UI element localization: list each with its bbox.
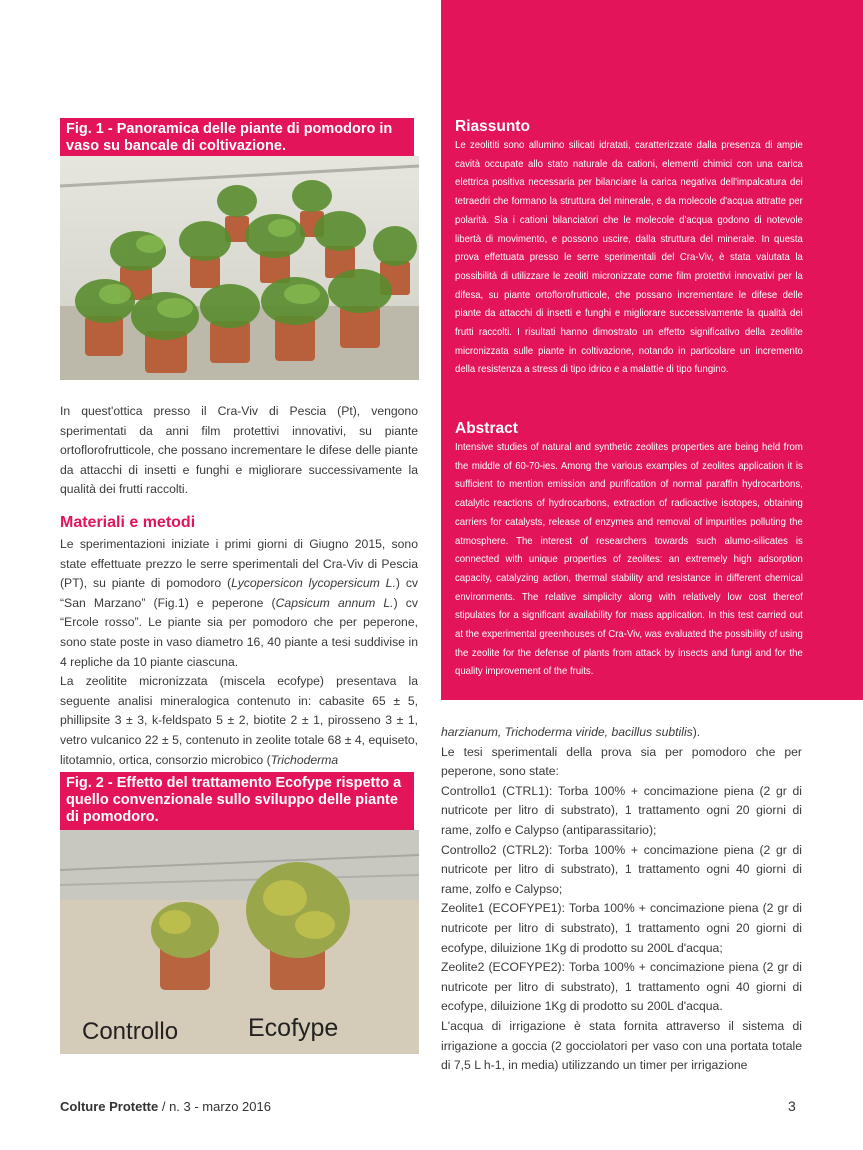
p1-latin-1: Lycopersicon lycopersicum L.	[231, 576, 396, 591]
abstract-block	[455, 420, 803, 682]
tesi-ctrl2: Controllo2 (CTRL2): Torba 100% + concimazione piena (2 gr di nutricote per litro di substrato), 1 trattamento ogni 40 giorni di rame, zolfo e Calypso;	[441, 842, 802, 896]
tesi-ctrl1: Controllo1 (CTRL1): Torba 100% + concimazione piena (2 gr di nutricote per litro di substrato), 1 trattamento ogni 20 giorni di rame, zolfo e Calypso (antiparassitario);	[441, 783, 802, 837]
tesi-ecofype1: Zeolite1 (ECOFYPE1): Torba 100% + concimazione piena (2 gr di nutricote per litro di substrato), 1 trattamento ogni 20 giorni di ecofype, diluizione 1Kg di prodotto su 200L d'acqua;	[441, 901, 802, 955]
fig1-caption: Fig. 1 - Panoramica delle piante di pomodoro in vaso su bancale di coltivazione.	[60, 118, 414, 156]
fig2-caption: Fig. 2 - Effetto del trattamento Ecofype rispetto a quello convenzionale sullo sviluppo delle piante di pomodoro.	[60, 772, 414, 830]
p1-part-b: ) cv “San Marzano” (Fig.1) e peperone (	[60, 576, 419, 610]
fig1-photo	[60, 156, 419, 380]
intro-paragraph	[60, 402, 418, 500]
continuation-latin: harzianum, Trichoderma viride, bacillus subtilis	[441, 725, 693, 739]
riassunto-heading: Riassunto	[455, 118, 530, 135]
riassunto-block	[455, 118, 803, 380]
materiali-text	[60, 535, 418, 770]
p1-latin-2: Capsicum annum L.	[275, 595, 394, 610]
riassunto-text: Le zeolititi sono allumino silicati idratati, caratterizzate dalla presenza di ampie cavità occupate allo stato naturale da cationi, elementi chimici con una carica elettrica positiva necessaria per bilanciare la carica negativa dell'impalcatura dei tetraedri che formano la struttura del minerale, e da molecole d'acqua attratte per polarità. Sia i cationi bilanciatori che le molecole d'acqua godono di notevole libertà di movimento, e possono uscire, dalla struttura del minerale. In questa prova effettuata presso le serre sperimentali del Cra-Viv, è stata valutata la possibilità di utilizzare le zeoliti micronizzate come film protettivi innovativi per la difesa, su piante ortoflorofrutticole, che possano incrementare le difese delle piante da attacchi di insetti e funghi e migliorare successivamente la qualità dei frutti raccolti. I risultati hanno dimostrato un effetto significativo della zeolitite micronizzata sulle piante in coltivazione, notando in particolare un incremento della resistenza a stress di tipo idrico e a malattie di tipo fungino.	[455, 140, 803, 376]
intro-text: In quest'ottica presso il Cra-Viv di Pescia (Pt), vengono sperimentati da anni film protettivi innovativi, su piante ortoflorofrutticole, che possano incrementare le difese delle piante da attacchi di insetti e funghi e migliorare successivamente la qualità dei frutti raccolti.	[60, 404, 418, 497]
p2-latin: Trichoderma	[270, 752, 339, 767]
section-title-materiali: Materiali e metodi	[60, 514, 196, 531]
tesi-intro: Le tesi sperimentali della prova sia per pomodoro che per peperone, sono state:	[441, 744, 802, 779]
materiali-paragraph-1	[60, 535, 418, 672]
continuation-paragraph	[441, 723, 802, 743]
fig2-label-controllo: Controllo	[82, 1018, 179, 1045]
fig2-label-ecofype: Ecofype	[248, 1014, 339, 1042]
continuation-end: ).	[692, 725, 701, 739]
footer-issue: / n. 3 - marzo 2016	[158, 1099, 271, 1114]
page-number: 3	[788, 1098, 796, 1114]
p1-part-a: Le sperimentazioni iniziate i primi giorni di Giugno 2015, sono state effettuate prezzo le serre sperimentali del Cra-Viv di Pescia (PT), su piante di pomodoro (	[60, 537, 418, 591]
abstract-heading: Abstract	[455, 420, 518, 437]
materiali-paragraph-2	[60, 672, 418, 770]
irrigazione-paragraph: L'acqua di irrigazione è stata fornita attraverso il sistema di irrigazione a goccia (2 gocciolatori per vaso con una portata totale di 7,5 L h-1, in media) utilizzando un timer per irrigazione	[441, 1018, 802, 1073]
right-column-text	[441, 723, 802, 1076]
tesi-ecofype2: Zeolite2 (ECOFYPE2): Torba 100% + concimazione piena (2 gr di nutricote per litro di substrato), 1 trattamento ogni 40 giorni di ecofype, diluizione 1Kg di prodotto su 200L d'acqua.	[441, 960, 802, 1014]
fig2-photo	[60, 830, 419, 1054]
footer	[60, 1099, 271, 1114]
footer-journal: Colture Protette	[60, 1099, 159, 1114]
p1-part-c: ) cv “Ercole rosso”. Le piante sia per pomodoro che per peperone, sono state poste in vaso diametro 16, 40 piante a tesi suddivise in 4 repliche da 10 piante ciascuna.	[60, 595, 418, 669]
p2-part-a: La zeolitite micronizzata (miscela ecofype) presentava la seguente analisi mineralogica contenuto in: cabasite 65 ± 5, phillipsite 3 ± 3, k-feldspato 5 ± 2, biotite 2 ± 1, pirosseno 3 ± 1, vetro vulcanico 22 ± 5, contenuto in zeolite totale 68 ± 4, equiseto, litotamnio, ortica, consorzio microbico (	[60, 674, 418, 767]
abstract-text: Intensive studies of natural and synthetic zeolites properties are being held from the middle of 60-70-ies. Among the various examples of zeolites application it is sufficient to mention emission and purification of normal paraffin hydrocarbons, catalytic reactions of hydrocarbons, extraction of radioactive isotopes, obtaining carriers for catalysts, release of enzymes and removal of impurities polluting the atmosphere. The interest of researchers towards such alumo-silicates is connected with unique properties of zeolites: an extremely high adsorption capacity, catalyzing action, thermal stability and resistance in different chemical environments. The relative simplicity along with relatively low cost thereof stipulates for a significant availability for mass application. In this test carried out at the experimental greenhouses of Cra-Viv, was evaluated the possibility of using the zeolite for the defense of plants from attack by insects and fungi and for the quality improvement of the fruits.	[455, 442, 803, 678]
